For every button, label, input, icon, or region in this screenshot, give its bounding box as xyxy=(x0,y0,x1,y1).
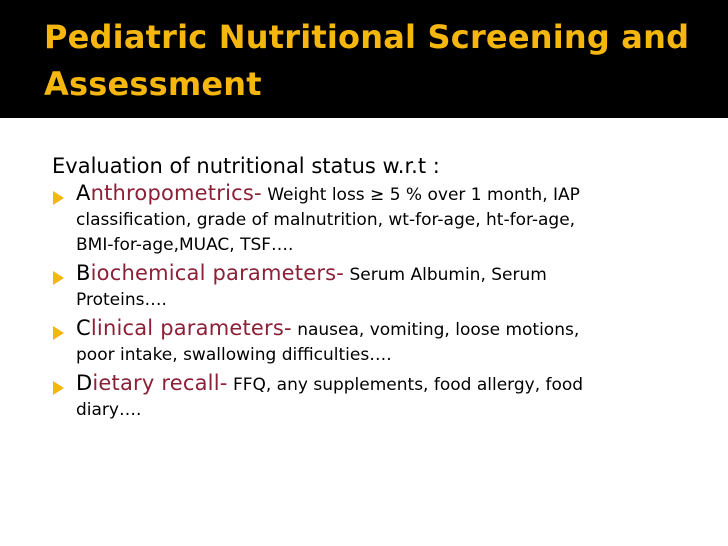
term-initial: C xyxy=(76,316,91,340)
bullet-clinical xyxy=(52,316,700,368)
bullet-term xyxy=(76,261,344,285)
bullet-biochemical xyxy=(52,261,700,313)
slide-title-line-1: Pediatric Nutritional Screening and xyxy=(44,18,690,56)
triangle-bullet-icon xyxy=(53,191,64,205)
bullet-detail: nausea, vomiting, loose motions, xyxy=(297,320,580,340)
bullet-line xyxy=(76,316,700,343)
intro-text: Evaluation of nutritional status w.r.t : xyxy=(52,154,440,178)
bullet-detail: Serum Albumin, Serum xyxy=(349,265,547,285)
term-initial: B xyxy=(76,261,91,285)
bullet-detail-line: BMI-for-age,MUAC, TSF…. xyxy=(76,235,294,255)
slide-title xyxy=(44,14,716,108)
term-rest: nthropometrics- xyxy=(90,181,262,205)
term-rest: ietary recall- xyxy=(92,371,228,395)
bullet-term xyxy=(76,371,228,395)
bullet-detail: FFQ, any supplements, food allergy, food xyxy=(232,375,584,395)
bullet-line xyxy=(76,181,700,208)
triangle-bullet-icon xyxy=(53,326,64,340)
bullet-detail-line: poor intake, swallowing difficulties…. xyxy=(76,345,392,365)
bullet-detail-line: Proteins…. xyxy=(76,290,167,310)
term-initial: D xyxy=(76,371,93,395)
slide-body xyxy=(52,152,700,426)
term-initial: A xyxy=(76,181,91,205)
term-rest: linical parameters- xyxy=(90,316,292,340)
bullet-line xyxy=(76,371,700,398)
slide-title-line-2: Assessment xyxy=(44,65,262,103)
bullet-detail: Weight loss ≥ 5 % over 1 month, IAP xyxy=(267,185,580,205)
bullet-term xyxy=(76,316,292,340)
title-bar xyxy=(0,0,728,118)
bullet-line xyxy=(76,261,700,288)
bullet-detail-line: classification, grade of malnutrition, wt-for-age, ht-for-age, xyxy=(76,210,576,230)
bullet-dietary xyxy=(52,371,700,423)
term-rest: iochemical parameters- xyxy=(90,261,345,285)
bullet-detail-line: diary…. xyxy=(76,400,142,420)
triangle-bullet-icon xyxy=(53,381,64,395)
bullet-term xyxy=(76,181,262,205)
triangle-bullet-icon xyxy=(53,271,64,285)
bullet-anthropometrics xyxy=(52,181,700,258)
